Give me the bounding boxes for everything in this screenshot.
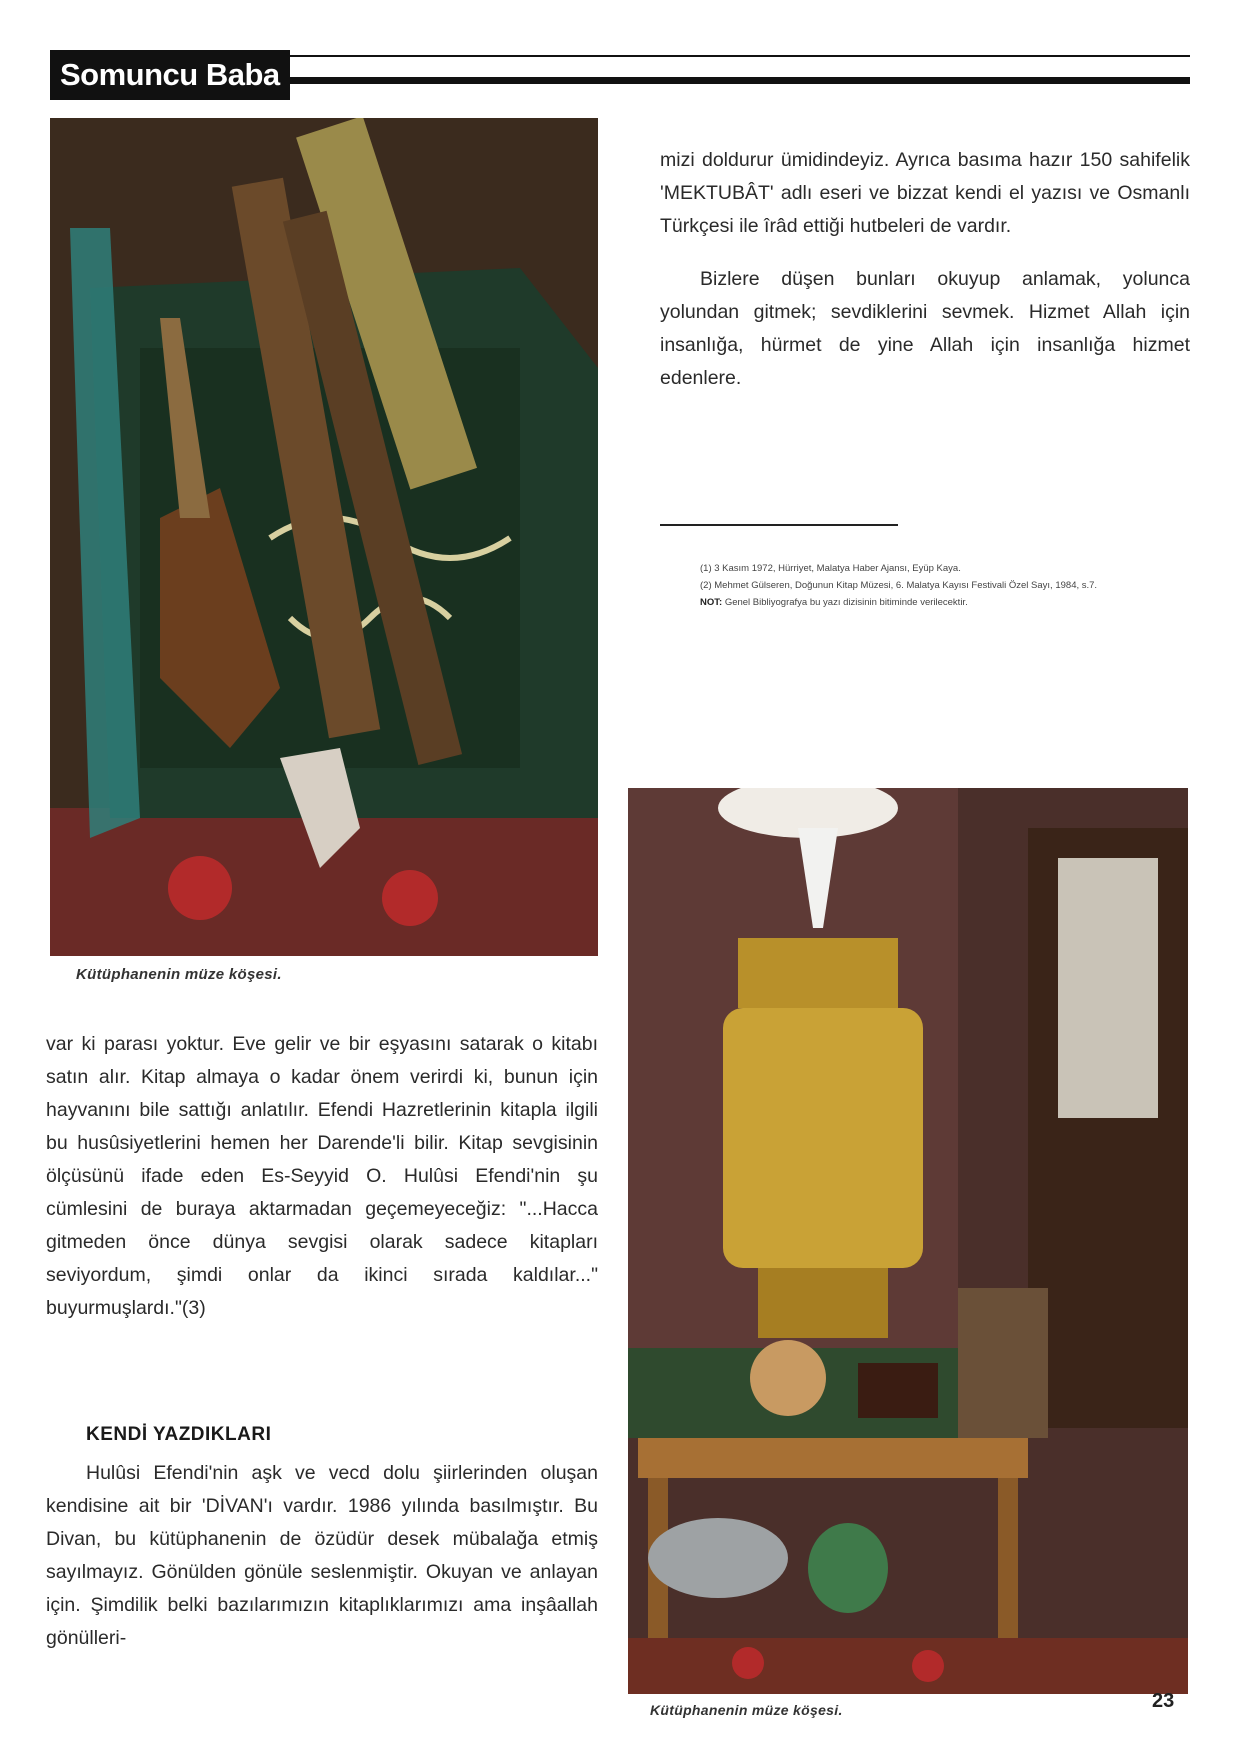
masthead-thin-rule	[270, 55, 1190, 57]
left-column-lower	[46, 1457, 598, 1655]
right-column	[660, 144, 1190, 395]
photo-weapons-caption: Kütüphanenin müze köşesi.	[76, 966, 282, 983]
footnote-1: (1) 3 Kasım 1972, Hürriyet, Malatya Haber Ajansı, Eyüp Kaya.	[700, 563, 961, 574]
right-paragraph-2: Bizlere düşen bunları okuyup anlamak, yolunca yolundan gitmek; sevdiklerini sevmek. Hizmet Allah için insanlığa, hürmet de yine Allah için insanlığa hizmet edenlere.	[660, 268, 1190, 389]
right-paragraph-1: mizi doldurur ümidindeyiz. Ayrıca basıma hazır 150 sahifelik 'MEKTUBÂT' adlı eseri ve bizzat kendi el yazısı ve Osmanlı Türkçesi ile îrâd ettiği hutbeleri de vardır.	[660, 149, 1190, 237]
left-column-upper	[46, 1028, 598, 1325]
photo-samovar-image	[628, 788, 1188, 1694]
footnote-note-label: NOT:	[700, 597, 723, 608]
photo-samovar-caption: Kütüphanenin müze köşesi.	[650, 1702, 843, 1718]
footnote-rule	[660, 524, 898, 526]
left-paragraph-2: Hulûsi Efendi'nin aşk ve vecd dolu şiirlerinden oluşan kendisine ait bir 'DİVAN'ı vardır. 1986 yılında basılmıştır. Bu Divan, bu kütüphanenin de özüdür desek mübalağa etmiş sayılmayız. Gönülden gönüle seslenmiştir. Okuyan ve anlayan için. Şimdilik belki bazılarımızın kitaplıklarımızı ama inşâallah gönülleri-	[46, 1462, 598, 1649]
photo-weapons-image	[50, 118, 598, 956]
photo-samovar	[628, 788, 1188, 1694]
footnote-note	[660, 594, 1190, 611]
left-paragraph-1: var ki parası yoktur. Eve gelir ve bir eşyasını satarak o kitabı satın alır. Kitap almaya o kadar önem verirdi ki, bunun için hayvanını bile sattığı anlatılır. Efendi Hazretlerinin kitapla ilgili bu husûsiyetlerini hemen her Darende'li bilir. Kitap sevgisinin ölçüsünü ifade eden Es-Seyyid O. Hulûsi Efendi'nin şu cümlesini de buraya aktarmadan geçemeyeceğiz: "...Hacca gitmeden önce dünya sevgisi olarak sadece kitapları seviyordum, şimdi onlar da ikinci sırada kaldılar..." buyurmuşlardı."(3)	[46, 1033, 598, 1319]
magazine-title: Somuncu Baba	[50, 50, 290, 100]
page-number: 23	[1152, 1690, 1175, 1712]
footnotes	[660, 560, 1190, 611]
footnote-2: (2) Mehmet Gülseren, Doğunun Kitap Müzesi, 6. Malatya Kayısı Festivali Özel Sayı, 1984, s.7.	[700, 580, 1098, 591]
photo-weapons	[50, 118, 598, 956]
footnote-note-text: Genel Bibliyografya bu yazı dizisinin bitiminde verilecektir.	[724, 597, 968, 608]
section-heading: KENDİ YAZDIKLARI	[86, 1424, 272, 1445]
